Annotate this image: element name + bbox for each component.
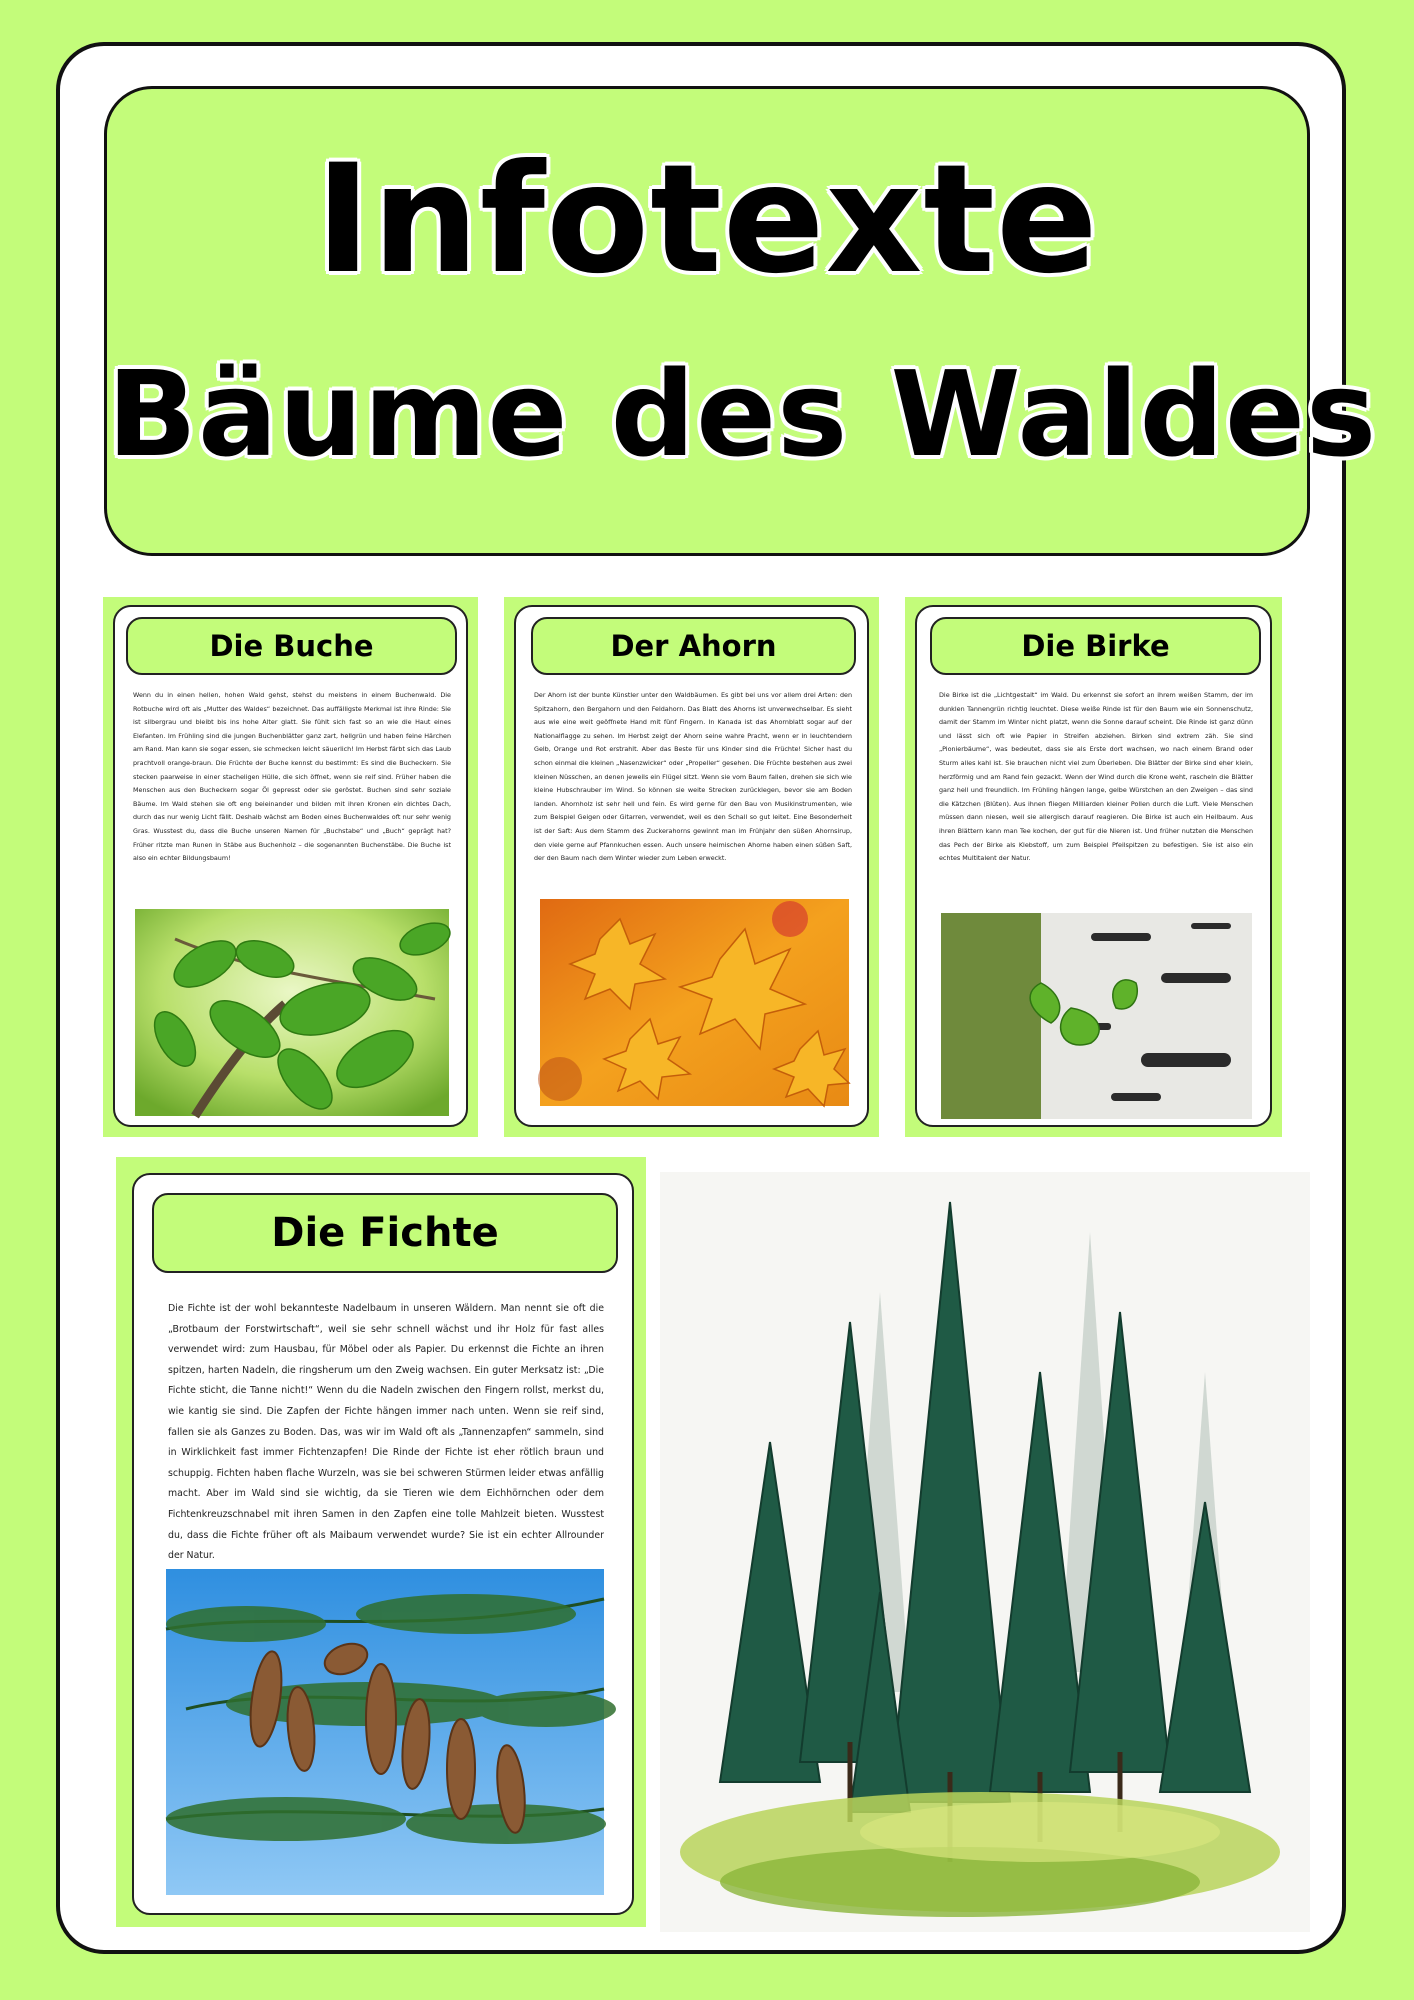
card-title: Die Fichte xyxy=(152,1193,618,1273)
maple-leaves-photo xyxy=(540,899,849,1106)
spruce-cones-photo xyxy=(166,1569,604,1895)
card-birke xyxy=(915,605,1272,1127)
card-text: Die Fichte ist der wohl bekannteste Nadelbaum in unseren Wäldern. Man nennt sie oft die „Brotbaum der Forstwirtschaft“, weil sie sehr schnell wächst und ihr Holz für fast alles verwendet wird: zum Hausbau, für Möbel oder als Papier. Du erkennst die Fichte an ihren spitzen, harten Nadeln, die ringsherum um den Zweig wachsen. Ein guter Merksatz ist: „Die Fichte sticht, die Tanne nicht!“ Wenn du die Nadeln zwischen den Fingern rollst, merkst du, wie kantig sie sind. Die Zapfen der Fichte hängen immer nach unten. Wenn sie reif sind, fallen sie als Ganzes zu Boden. Das, was wir im Wald oft als „Tannenzapfen“ sammeln, sind in Wirklichkeit fast immer Fichtenzapfen! Die Rinde der Fichte ist eher rötlich braun und schuppig. Fichten haben flache Wurzeln, was sie bei schweren Stürmen leider etwas anfällig macht. Aber im Wald sind sie wichtig, da sie Tieren wie dem Eichhörnchen oder dem Fichtenkreuzschnabel mit ihren Samen in den Zapfen eine tolle Mahlzeit bieten. Wusstest du, dass die Fichte früher oft als Maibaum verwendet wurde? Sie ist ein echter Allrounder der Natur. xyxy=(168,1303,604,1562)
card-fichte xyxy=(132,1173,634,1915)
card-text: Der Ahorn ist der bunte Künstler unter den Waldbäumen. Es gibt bei uns vor allem drei Arten: den Spitzahorn, den Bergahorn und den Feldahorn. Das Blatt des Ahorns ist unverwechselbar. Es sieht aus wie eine weit geöffnete Hand mit fünf Fingern. In Kanada ist das Ahornblatt sogar auf der Nationalflagge zu sehen. Im Herbst zeigt der Ahorn seine wahre Pracht, wenn er in leuchtendem Gelb, Orange und Rot erstrahlt. Aber das Beste für uns Kinder sind die Früchte! Sicher hast du schon einmal die kleinen „Nasenzwicker“ oder „Propeller“ gesehen. Die Früchte bestehen aus zwei kleinen Nüsschen, an denen jeweils ein Flügel sitzt. Wenn sie vom Baum fallen, drehen sie sich wie kleine Hubschrauber im Wind. So können sie weite Strecken zurücklegen, bevor sie am Boden landen. Ahornholz ist sehr hell und fein. Es wird gerne für den Bau von Musikinstrumenten, wie zum Beispiel Geigen oder Gitarren, verwendet, weil es den Schall so gut leitet. Eine Besonderheit ist der Saft: Aus dem Stamm des Zuckerahorns gewinnt man im Frühjahr den süßen Ahornsirup, den viele gerne auf Pfannkuchen essen. Auch unsere heimischen Ahorne haben einen süßen Saft, der den Baum nach dem Winter wieder zum Leben erweckt. xyxy=(534,691,852,863)
card-title: Der Ahorn xyxy=(531,617,856,675)
card-title: Die Birke xyxy=(930,617,1261,675)
title-line-1: Infotexte xyxy=(315,133,1099,307)
card-text: Die Birke ist die „Lichtgestalt“ im Wald. Du erkennst sie sofort an ihrem weißen Stamm, der im dunklen Tannengrün richtig leuchtet. Diese weiße Rinde ist für den Baum wie ein Sonnenschutz, damit der Stamm im Winter nicht platzt, wenn die Sonne darauf scheint. Die Rinde ist ganz dünn und lässt sich oft wie Papier in Streifen abziehen. Birken sind extrem zäh. Sie sind „Pionierbäume“, was bedeutet, dass sie als Erste dort wachsen, wo nach einem Brand oder Sturm alles kahl ist. Sie brauchen nicht viel zum Überleben. Die Blätter der Birke sind eher klein, herzförmig und am Rand fein gezackt. Wenn der Wind durch die Krone weht, rascheln die Blätter ganz hell und freundlich. Im Frühling hängen lange, gelbe Würstchen an den Zweigen – das sind die Kätzchen (Blüten). Aus ihnen fliegen Milliarden kleiner Pollen durch die Luft. Viele Menschen müssen dann niesen, weil sie allergisch darauf reagieren. Die Birke ist auch ein Heilbaum. Aus ihren Blättern kann man Tee kochen, der gut für die Nieren ist. Und früher nutzten die Menschen das Pech der Birke als Klebstoff, um zum Beispiel Pfeilspitzen zu befestigen. Sie ist also ein echtes Multitalent der Natur. xyxy=(939,691,1253,863)
title-line-2: Bäume des Waldes xyxy=(107,345,1378,483)
forest-illustration xyxy=(660,1172,1310,1932)
card-ahorn xyxy=(514,605,869,1127)
card-title: Die Buche xyxy=(126,617,457,675)
card-text: Wenn du in einen hellen, hohen Wald gehst, stehst du meistens in einem Buchenwald. Die Rotbuche wird oft als „Mutter des Waldes“ bezeichnet. Das auffälligste Merkmal ist ihre Rinde: Sie ist silbergrau und bleibt bis ins hohe Alter glatt. Sie fühlt sich fast so an wie die Haut eines Elefanten. Im Frühling sind die jungen Buchenblätter ganz zart, hellgrün und haben feine Härchen am Rand. Man kann sie sogar essen, sie schmecken leicht säuerlich! Im Herbst färbt sich das Laub prachtvoll orange-braun. Die Früchte der Buche kennst du bestimmt: Es sind die Bucheckern. Sie stecken paarweise in einer stacheligen Hülle, die sich öffnet, wenn sie reif sind. Früher haben die Menschen aus den Bucheckern sogar Öl gepresst oder sie geröstet. Buchen sind sehr soziale Bäume. Im Wald stehen sie oft eng beieinander und bilden mit ihren Kronen ein dichtes Dach, durch das nur wenig Licht fällt. Deshalb wächst am Boden eines Buchenwaldes oft nur sehr wenig Gras. Wusstest du, dass die Buche unseren Namen für „Buchstabe“ und „Buch“ geprägt hat? Früher ritzte man Runen in Stäbe aus Buchenholz – die sogenannten Buchenstäbe. Die Buche ist also ein echter Bildungsbaum! xyxy=(133,691,451,863)
title-banner xyxy=(104,86,1378,556)
card-buche xyxy=(113,605,468,1127)
birch-bark-photo xyxy=(941,913,1252,1119)
beech-leaves-photo xyxy=(135,909,449,1116)
